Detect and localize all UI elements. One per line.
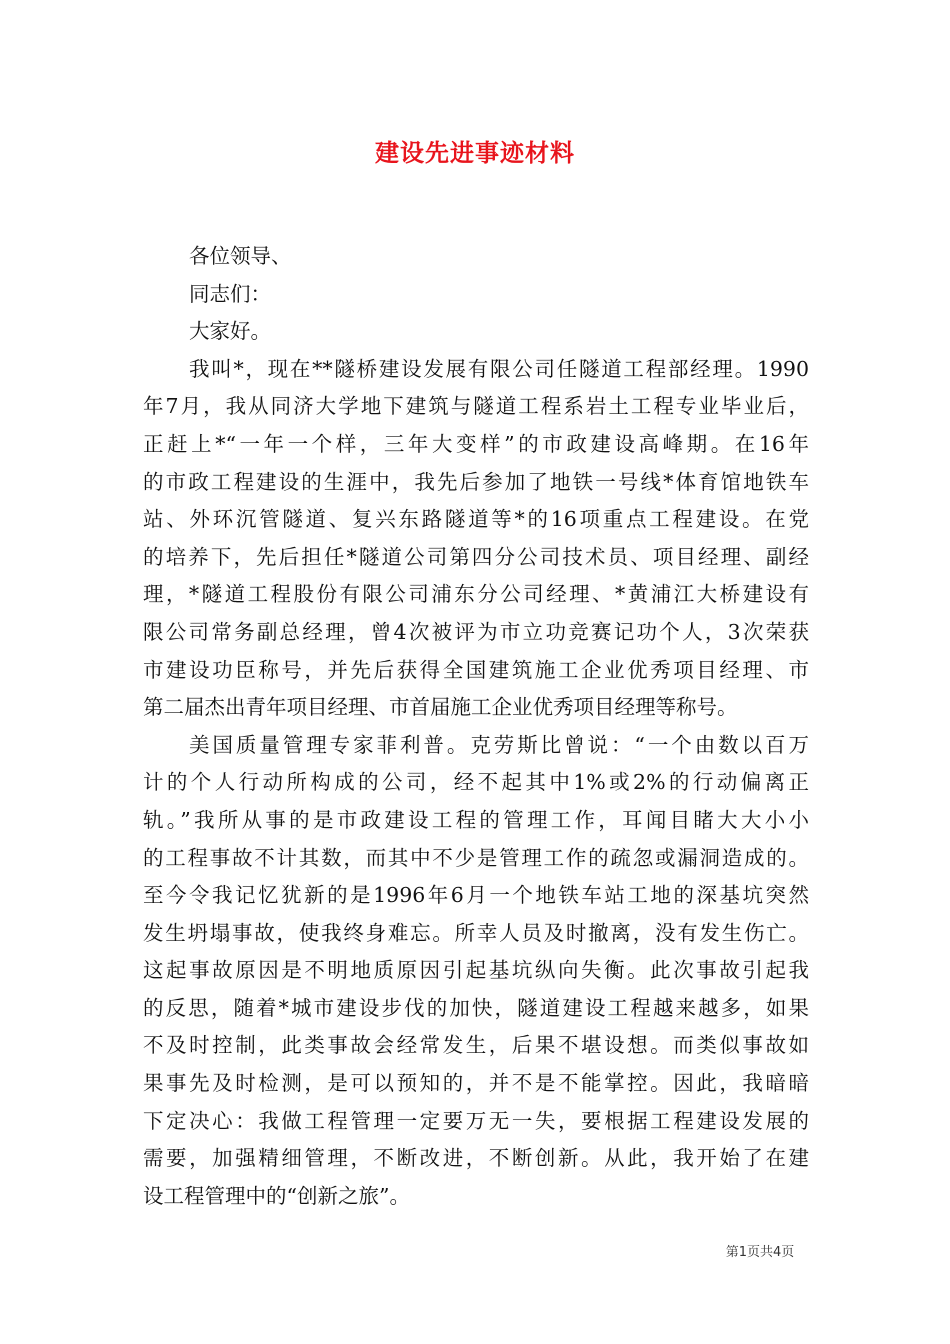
text-line: 轨。”我所从事的是市政建设工程的管理工作，耳闻目睹大大小小: [143, 807, 809, 832]
text-line: 正赶上*“一年一个样，三年大变样”的市政建设高峰期。在16年: [143, 431, 809, 456]
document-body: [143, 238, 809, 1215]
text-line: 的反思，随着*城市建设步伐的加快，隧道建设工程越来越多，如果: [143, 995, 809, 1020]
text-line: 的工程事故不计其数，而其中不少是管理工作的疏忽或漏洞造成的。: [143, 845, 809, 870]
text-line: 需要，加强精细管理，不断改进，不断创新。从此，我开始了在建: [143, 1146, 809, 1171]
text-line: 同志们：: [189, 281, 271, 306]
text-line: 大家好。: [189, 319, 271, 344]
text-line: 下定决心：我做工程管理一定要万无一失，要根据工程建设发展的: [143, 1108, 809, 1133]
text-line: 限公司常务副总经理，曾4次被评为市立功竞赛记功个人，3次荣获: [143, 619, 809, 644]
text-line: 这起事故原因是不明地质原因引起基坑纵向失衡。此次事故引起我: [143, 958, 809, 983]
page-indicator: 第1页共4页: [725, 1245, 795, 1260]
text-line: 市建设功臣称号，并先后获得全国建筑施工企业优秀项目经理、市: [143, 657, 809, 682]
text-line: 我叫*，现在**隧桥建设发展有限公司任隧道工程部经理。1990: [189, 356, 809, 381]
text-line: 理，*隧道工程股份有限公司浦东分公司经理、*黄浦江大桥建设有: [143, 582, 809, 607]
text-line: 美国质量管理专家菲利普。克劳斯比曾说：“一个由数以百万: [189, 732, 809, 757]
text-line: 至今令我记忆犹新的是1996年6月一个地铁车站工地的深基坑突然: [143, 883, 809, 908]
text-line: 发生坍塌事故，使我终身难忘。所幸人员及时撤离，没有发生伤亡。: [143, 920, 809, 945]
text-line: 各位领导、: [189, 244, 292, 268]
document-title: 建设先进事迹材料: [375, 139, 575, 167]
text-line: 第二届杰出青年项目经理、市首届施工企业优秀项目经理等称号。: [143, 695, 738, 720]
text-line: 不及时控制，此类事故会经常发生，后果不堪设想。而类似事故如: [143, 1033, 809, 1058]
text-line: 的市政工程建设的生涯中，我先后参加了地铁一号线*体育馆地铁车: [143, 469, 809, 494]
text-line: 计的个人行动所构成的公司，经不起其中1%或2%的行动偏离正: [143, 770, 809, 795]
text-line: 站、外环沉管隧道、复兴东路隧道等*的16项重点工程建设。在党: [143, 507, 809, 532]
text-line: 年7月，我从同济大学地下建筑与隧道工程系岩土工程专业毕业后，: [143, 394, 809, 419]
text-line: 果事先及时检测，是可以预知的，并不是不能掌控。因此，我暗暗: [143, 1071, 809, 1096]
text-line: 设工程管理中的“创新之旅”。: [143, 1183, 410, 1208]
text-line: 的培养下，先后担任*隧道公司第四分公司技术员、项目经理、副经: [143, 544, 809, 569]
